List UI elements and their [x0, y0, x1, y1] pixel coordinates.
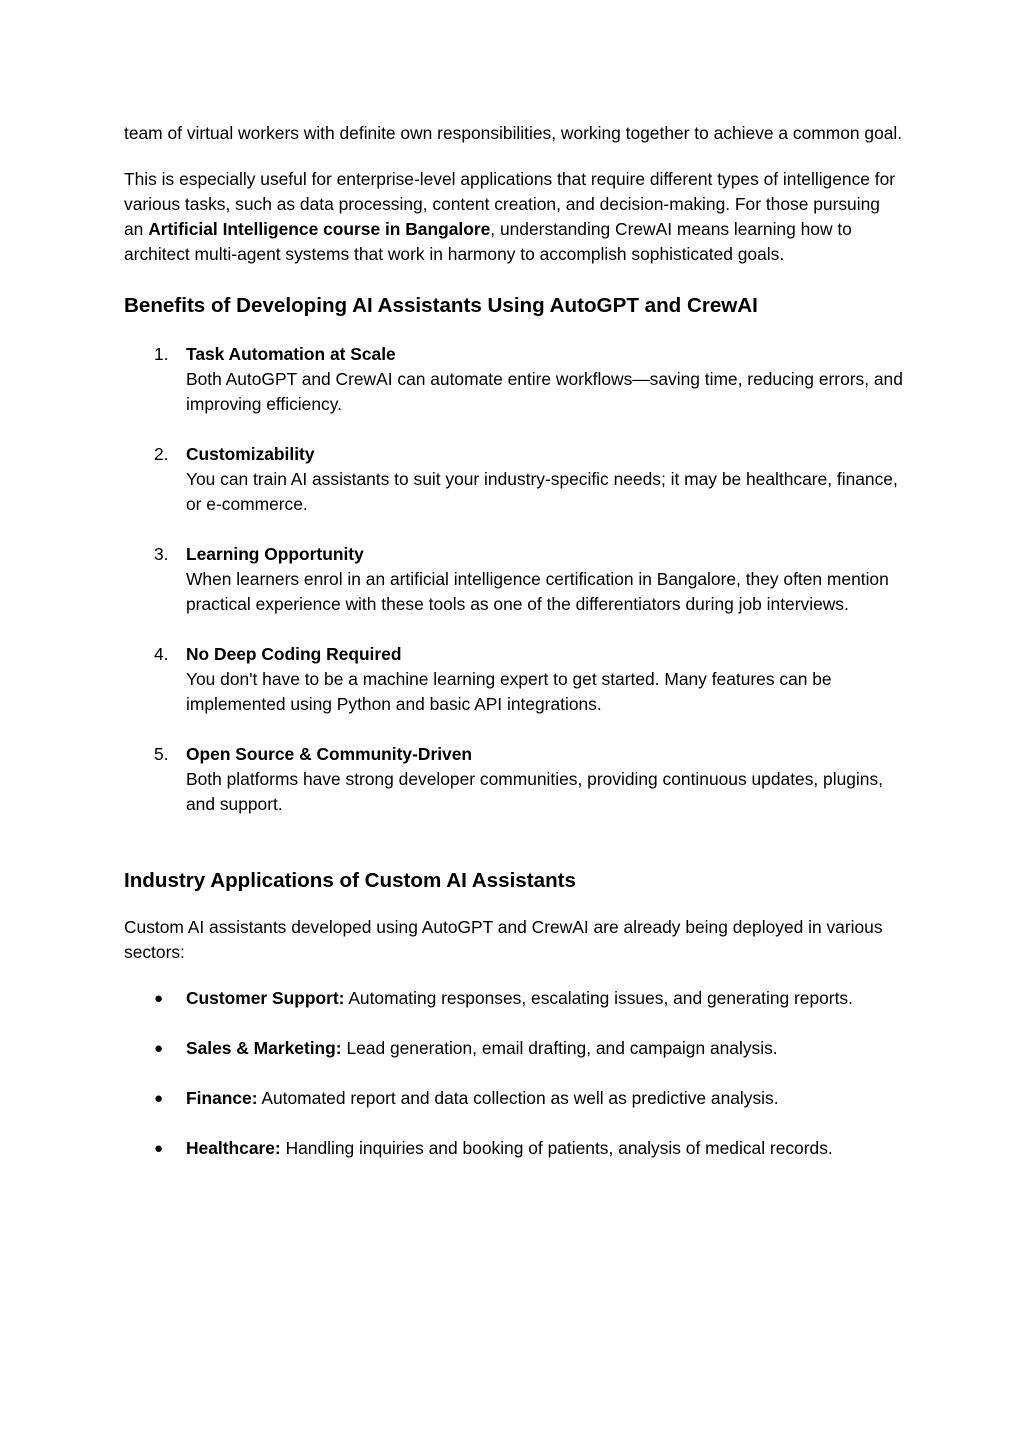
course-link-text: Artificial Intelligence course in Bangalore: [148, 219, 491, 239]
industry-text: Automating responses, escalating issues, and generating reports.: [344, 988, 853, 1008]
paragraph-team-of-workers: team of virtual workers with definite own responsibilities, working together to achieve a common goal.: [124, 123, 903, 143]
bullet-icon: ●: [154, 1140, 164, 1157]
industry-label: Finance:: [186, 1088, 258, 1108]
list-number: 3.: [154, 544, 169, 564]
benefit-item: [124, 342, 904, 417]
list-number: 1.: [154, 344, 169, 364]
industry-item: [124, 1136, 904, 1161]
benefit-title: Customizability: [186, 444, 315, 464]
industry-heading: Industry Applications of Custom AI Assistants: [124, 869, 576, 892]
bullet-icon: ●: [154, 1090, 164, 1107]
industry-text: Handling inquiries and booking of patients, analysis of medical records.: [280, 1138, 833, 1158]
benefit-description: You don't have to be a machine learning expert to get started. Many features can be implemented using Python and basic API integrations.: [186, 669, 832, 714]
industry-item: [124, 986, 904, 1011]
benefit-item: [124, 642, 904, 717]
industry-text: Automated report and data collection as well as predictive analysis.: [257, 1088, 779, 1108]
benefit-item: [124, 742, 904, 817]
list-number: 2.: [154, 444, 169, 464]
benefit-title: Open Source & Community-Driven: [186, 744, 473, 764]
benefit-description: When learners enrol in an artificial intelligence certification in Bangalore, they often mention practical experience with these tools as one of the differentiators during job interviews.: [186, 569, 889, 614]
benefit-item: [124, 442, 904, 517]
list-number: 4.: [154, 644, 169, 664]
benefits-heading: Benefits of Developing AI Assistants Using AutoGPT and CrewAI: [124, 294, 758, 317]
bullet-icon: ●: [154, 1040, 164, 1057]
industry-list: [124, 986, 904, 1161]
paragraph-text: This is especially useful for enterprise-level applications that require different types of intelligence for various tasks, such as data processing, content creation, and decision-making. For those pursuing an: [124, 169, 896, 239]
industry-item: [124, 1036, 904, 1061]
paragraph-enterprise-use: [124, 167, 904, 267]
benefit-title: No Deep Coding Required: [186, 644, 402, 664]
paragraph-text: , understanding CrewAI means learning how to architect multi-agent systems that work in harmony to accomplish sophisticated goals.: [124, 219, 852, 264]
benefit-title: Learning Opportunity: [186, 544, 364, 564]
benefits-list: [124, 342, 904, 817]
list-number: 5.: [154, 744, 169, 764]
benefit-title: Task Automation at Scale: [186, 344, 396, 364]
benefit-item: [124, 542, 904, 617]
industry-label: Customer Support:: [186, 988, 345, 1008]
benefit-description: You can train AI assistants to suit your industry-specific needs; it may be healthcare, finance, or e-commerce.: [186, 469, 898, 514]
industry-intro: Custom AI assistants developed using AutoGPT and CrewAI are already being deployed in various sectors:: [124, 917, 883, 962]
bullet-icon: ●: [154, 990, 164, 1007]
document-page: [124, 121, 904, 1186]
benefit-description: Both platforms have strong developer communities, providing continuous updates, plugins, and support.: [186, 769, 883, 814]
benefit-description: Both AutoGPT and CrewAI can automate entire workflows—saving time, reducing errors, and improving efficiency.: [186, 369, 903, 414]
industry-text: Lead generation, email drafting, and campaign analysis.: [341, 1038, 778, 1058]
industry-label: Sales & Marketing:: [186, 1038, 342, 1058]
industry-label: Healthcare:: [186, 1138, 281, 1158]
industry-item: [124, 1086, 904, 1111]
